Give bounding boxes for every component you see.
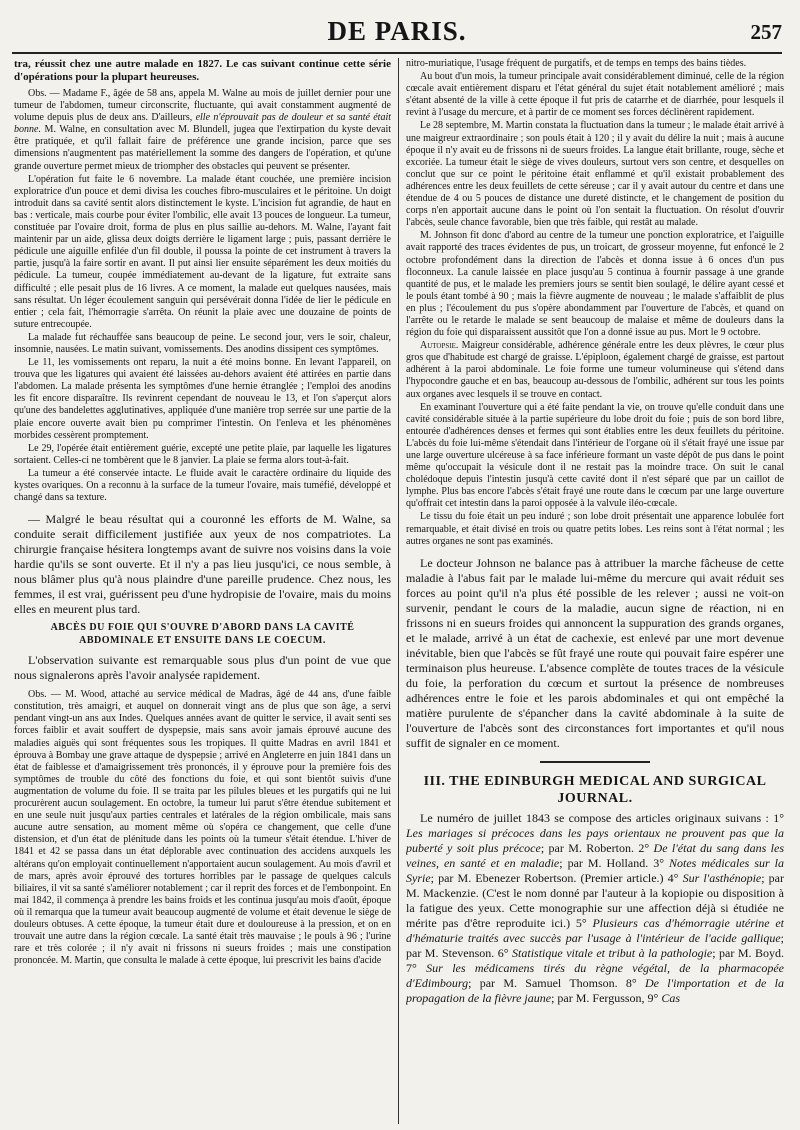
paragraph-text: ; par M. Mackenzie. (C'est le nom donné par l'auteur à la kopiopie ou disposition à la fatigue des yeux. Cette monographie sur une affection déjà si étudiée ne mérite pas d'être reproduite ici.) 5°	[406, 870, 784, 930]
paragraph: Le 29, l'opérée était entièrement guérie, excepté une petite plaie, par laquelle les ligatures sortaient. Celles-ci ne tombèrent que le 8 janvier. La plaie se ferma alors tout-à-fait.	[14, 442, 391, 466]
paragraph: M. Johnson fit donc d'abord au centre de la tumeur une ponction exploratrice, et l'aiguille avait rapporté des traces évidentes de pus, un troicart, de grosseur moyenne, fut enfoncé le 2 octobre profondément dans la direction de l'abcès et donna issue à 6 onces d'un pus floconneux. La canule laissée en place jusqu'au 5 continua à fournir passage à une grande quantité de pus, et le malade les premiers jours se sentit bien soulagé, le délire ayant cessé et le pouls étant tombé à 90 ; mais la fièvre augmente de nouveau ; le malade s'affaiblit de plus en plus ; l'écoulement du pus s'opère abondamment par l'ouverture de l'abcès, et quand on l'arrête ou le retarde le malade se sent beaucoup de malaise et même de douleurs dans la région du foie qui disparaissent aussitôt que l'on a donné issue au pus. Mort le 9 octobre.	[406, 230, 784, 339]
paragraph-text: ; par M. Boyd. 7°	[406, 945, 784, 975]
paragraph-text: ; par M. Samuel Thomson. 8°	[468, 975, 637, 990]
paragraph: L'observation suivante est remarquable sous plus d'un point de vue que nous signalerons après l'avoir analysée rapidement.	[14, 653, 391, 683]
paragraph: nitro-muriatique, l'usage fréquent de purgatifs, et de temps en temps des bains tièdes.	[406, 58, 747, 69]
paragraph-text: ; par M. Ebenezer Robertson. (Premier article.) 4°	[430, 870, 679, 885]
right-column	[406, 58, 784, 1126]
article-title: Plusieurs cas d'hémorragie utérine et d'hématurie traités avec succès par l'usage à l'intérieur de l'acide gallique	[406, 915, 784, 945]
article-heading: ABCÈS DU FOIE QUI S'OUVRE D'ABORD DANS LA CAVITÉ ABDOMINALE ET ENSUITE DANS LE COECUM.	[50, 622, 355, 647]
paragraph: Le 28 septembre, M. Martin constata la fluctuation dans la tumeur ; le malade était arrivé à une maigreur extraordinaire ; son pouls était à 120 ; il y avait du délire la nuit ; mais à aucune époque il n'y avait eu de frissons ni de sueurs froides. La langue était brillante, rouge, sèche et excoriée. La tumeur était le siège de vives douleurs, surtout vers son centre, et desquelles on conclut que sur ce point le péritoine était enflammé et qu'il existait probablement des adhérences entre les deux feuillets de cette séreuse ; car il y avait autour du centre et dans une étendue de 4 ou 5 pouces de distance une dureté distincte, et le changement de position du corps n'en apportait aucune dans le point où l'on sentait la fluctuation. On résolut d'ouvrir l'abcès, seule chance favorable, bien que très faible, qui restât au malade.	[406, 120, 784, 229]
paragraph: Au bout d'un mois, la tumeur principale avait considérablement diminué, celle de la région cœcale avait entièrement disparu et l'état général du sujet était notablement amélioré ; mais s'étant absenté de la ville à cette époque il fut pris de catarrhe et de diarrhée, pour lesquels il revint à l'usage du mercure, et à partir de ce moment ses forces déclinèrent rapidement.	[406, 71, 784, 119]
paragraph: La tumeur a été conservée intacte. Le fluide avait le caractère ordinaire du liquide des kystes ovariques. On a reconnu à la surface de la tumeur l'ovaire, mais tuméfié, développé et changé dans sa texture.	[14, 467, 391, 504]
paragraph-text: Obs. — Madame F., âgée de 58 ans, appela M. Walne au mois de juillet dernier pour une tumeur de l'abdomen, tumeur circonscrite, fluctuante, qui avait constamment augmenté de volume depuis plus de deux ans. D'ailleurs,	[14, 88, 391, 124]
page-number: 257	[750, 20, 782, 44]
commentary-paragraph: — Malgré le beau résultat qui a couronné les efforts de M. Walne, sa conduite serait difficilement justifiée aux yeux de nos compatriotes. La chirurgie française hésitera longtemps avant de suivre nos voisins dans la voie hardie qu'ils se sont ouverte. Et il n'y a pas lieu jusqu'ici, ce nous semble, à nous blâmer plus qu'à nous plaindre d'une pareille prudence. Chez nous, les femmes, il est vrai, guérissent peu d'une hydropisie de l'ovaire, mais du moins elles en meurent plus tard.	[14, 512, 391, 617]
autopsy-paragraph	[406, 340, 784, 400]
left-column	[14, 58, 391, 1126]
observation-paragraph: Obs. — M. Wood, attaché au service médical de Madras, âgé de 44 ans, d'une faible constitution, très amaigri, et auquel on donnerait vingt ans de plus que son âge, a servi pendant vingt-un ans aux Indes. Quelques années avant de quitter le service, il avait senti ses forces faiblir et avait souffert de dyspepsie, mais sans avoir jamais éprouvé aucune des maladies aiguës qui sont fréquentes sous les tropiques. Il quitte Madras en avril 1841 et éprouva à Bombay une grave attaque de dyspepsie ; arrivé en Angleterre en juin 1841 dans un état de faiblesse et d'amaigrissement très prononcés, il y éprouve pour la première fois des symptômes de trouble du côté des fonctions du foie, et qui sont bientôt suivis d'une augmentation de volume du foie. Il se traita par les pilules bleues et les purgatifs qui ne lui procurèrent aucun soulagement. En octobre, la tumeur lui parut s'être étendue subitement et en une seule nuit jusqu'aux parties centrales et latérales de la région ombilicale, mais sans aucune autre sensation, au moment même où s'opéra ce changement, que celle d'une distension, et d'un état de plénitude dans les points où la tumeur s'était étendue. L'hiver de 1841 et 42 se passa dans un état déplorable avec continuation des accidens auxquels les altérans qu'on employait continuellement n'apportaient aucun soulagement. Au mois d'avril et de mars, après avoir éprouvé des tortures horribles par le passage de quelques calculs biliaires, il vit sa santé s'améliorer notablement ; car il reprit des forces et de l'embonpoint. En mai 1842, il commença à prendre les bains froids et les continua jusqu'au mois d'août, époque où il remarqua que la tumeur avait beaucoup augmenté de volume et était devenue le siège de douleurs obtuses. A cette époque, la tumeur était dure et douloureuse à la pression, et on en trouvait une autre dans la région cœcale. La santé était très mauvaise ; le pouls à 96 ; l'urine rare et très colorée ; il n'y avait ni frissons ni sueurs froides ; mais une constipation prononcée. M. Martin, que consulta le malade à cette époque, lui prescrivit les bains d'acide	[14, 689, 391, 967]
paragraph-text: M. Walne, en consultation avec M. Blundell, jugea que l'extirpation du kyste devait être pratiquée, et qu'il fallait faire de préférence une grande incision, parce que ses dimensions n'augmentent pas matériellement la somme des dangers de l'opération, et qu'une grande ouverture permet mieux de triompher des obstacles qui peuvent se présenter.	[14, 124, 391, 172]
article-title: Sur l'asthénopie	[682, 870, 762, 885]
commentary-paragraph: Le docteur Johnson ne balance pas à attribuer la marche fâcheuse de cette maladie à l'abus fait par le malade lui-même du mercure qui avait réduit ses forces au point qu'il n'a plus été possible de les relever ; aussi ne voit-on survenir, pendant le cours de la maladie, aucun signe de réaction, ni en frissons ni en sueurs froides qui annoncent la suppuration des grands organes, et le malade, arrivé à un état de cachexie, est enlevé par une mort devenue inévitable, bien que l'abcès se fût frayé une route qui pouvait faire espérer une terminaison plus heureuse. L'absence complète de toutes traces de la vésicule du foie, la perforation du cœcum et surtout la présence de nombreuses adhérences entre le foie et les parois abdominales et qui ont empêché la matière purulente de s'épancher dans la cavité abdominale à la suite de l'ouverture de l'abcès sont des circonstances fort importantes et qu'il nous suffit de signaler en ce moment.	[406, 555, 784, 750]
section-heading: III. THE EDINBURGH MEDICAL AND SURGICAL JOURNAL.	[423, 773, 767, 806]
article-title: Les mariages si précoces dans les pays orientaux ne prouvent pas que la puberté y soit plus précoce	[406, 825, 784, 855]
paragraph: Le tissu du foie était un peu induré ; son lobe droit présentait une apparence lobulée fort remarquable, et était divisé en trois ou quatre petits lobes. Les reins sont à l'état normal ; les autres organes ne sont pas examinés.	[406, 511, 784, 547]
paragraph: L'opération fut faite le 6 novembre. La malade étant couchée, une première incision exploratrice d'un pouce et demi divisa les couches fibro-musculaires et le péritoine. Un doigt introduit dans sa cavité sentit alors distinctement le kyste. L'incision fut agrandie, de haut en bas : verticale, mais courbe pour éviter l'ombilic, elle avait 13 pouces de longueur. La tumeur, constituée par l'ovaire droit, forma de plus en plus saillie au-dehors. M. Walne, l'ayant fait maintenir par un aide, glissa deux doigts derrière le ligament large ; puis, passant derrière le pédicule une aiguille enfilée d'un fil double, il poussa la pointe de cet instrument à travers la partie, jusqu'à la faire sortir en avant. Il put ainsi lier ensuite séparément les deux moitiés du pédicule. La tumeur, coupée immédiatement au-devant de la ligature, fut extraite sans difficulté ; elle pesait plus de 16 livres. A ce moment, la malade eut quelques nausées, mais sans résultat. Un léger écoulement sanguin qui persévérait donna l'idée de lier le pédicule en entier ; cela fait, l'hémorragie s'arrêta. On réunit la plaie avec une douzaine de points de suture entrecoupée.	[14, 173, 391, 330]
paragraph: En examinant l'ouverture qui a été faite pendant la vie, on trouve qu'elle conduit dans une cavité considérable située à la partie supérieure du lobe droit du foie ; puis de son bord libre, entourée d'adhérences denses et fermes qui sont établies entre les deux feuillets du péritoine. L'abcès du foie lui-même s'étendait dans l'intérieur de l'organe où il s'était frayé une issue par une large ouverture ulcéreuse à sa face inférieure formant un vaste dépôt de pus dans le point même qu'occupait la vésicule dont il ne restait pas la moindre trace. On suit le canal cholédoque depuis l'intestin jusqu'à cette cavité dont il n'est séparé que par un caillot de lymphe. Plus bas encore l'abcès s'était frayé une route dans le cœcum par une large ouverture qu'offrait cet intestin dans la paroi opposée à la valvule iléo-cœcale.	[406, 401, 784, 510]
paragraph: Le 11, les vomissements ont reparu, la nuit a été moins bonne. En levant l'appareil, on trouva que les ligatures qui avaient été laissées au-dehors avaient été attirées en partie dans l'abdomen. La malade présenta les symptômes d'une hernie étranglée ; l'emploi des anodins les fit encore disparaître. Ils revinrent cependant de nouveau le 13, et l'on s'aperçut alors qu'une des bandelettes agglutinatives, appliquée d'une manière trop serrée sur une partie de la plaie encore ouverte avait bien pu comprimer l'intestin. On l'enleva et les phénomènes morbides cessèrent promptement.	[14, 357, 391, 441]
article-title: Cas	[661, 990, 681, 1005]
article-title: Notes médicales sur la Syrie	[406, 855, 784, 885]
contents-paragraph	[406, 811, 784, 1006]
paragraph-text: ; par M. Stevenson. 6°	[406, 930, 784, 960]
paragraph: La malade fut réchauffée sans beaucoup de peine. Le second jour, vers le soir, chaleur, insomnie, nausées. Le matin suivant, vomissements. Des anodins dissipent ces symptômes.	[14, 331, 391, 355]
paragraph-text: ; par M. Fergusson, 9°	[551, 990, 659, 1005]
section-rule	[540, 761, 650, 763]
paragraph-text: ; par M. Roberton. 2°	[540, 840, 650, 855]
article-title: De l'importation et de la propagation de la fièvre jaune	[406, 975, 784, 1005]
italic-text: elle n'éprouvait pas de douleur et sa santé était bonne.	[14, 112, 391, 136]
article-title: De l'état du sang dans les veines, en santé et en maladie	[406, 840, 784, 870]
column-divider	[398, 58, 399, 1124]
header-rule	[12, 52, 782, 54]
autopsy-label: Autopsie.	[420, 340, 459, 352]
paragraph-text: Le numéro de juillet 1843 se compose des articles originaux suivans : 1°	[420, 810, 784, 825]
page-header	[12, 10, 782, 50]
paragraph: tra, réussit chez une autre malade en 1827. Le cas suivant continue cette série d'opérations pour la plupart heureuses.	[14, 58, 391, 83]
paragraph-text: ; par M. Holland. 3°	[559, 855, 665, 870]
paragraph-text: Maigreur considérable, adhérence générale entre les deux plèvres, le cœur plus gros que d'habitude est chargé de graisse. L'épiploon, également chargé de graisse, est partout adhérent à la paroi abdominale. Le foie forme une tumeur volumineuse qui s'étend dans l'hypocondre gauche et en bas, beaucoup au-dessous de l'ombilic, adhérent sur tous les points aux organes avec lesquels il se trouve en contact.	[406, 340, 784, 400]
running-title: DE PARIS.	[327, 16, 467, 46]
article-title: Statistique vitale et tribut à la pathologie	[512, 945, 713, 960]
observation-paragraph	[14, 88, 391, 173]
article-title: Sur les médicamens tirés du règne végétal, de la pharmacopée d'Edimbourg	[406, 960, 784, 990]
